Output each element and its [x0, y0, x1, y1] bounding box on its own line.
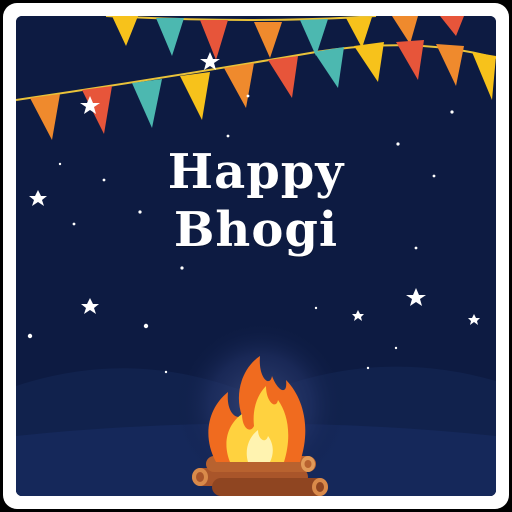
star-icon: [315, 307, 317, 309]
star-icon: [165, 371, 167, 373]
star-icon: [395, 347, 397, 349]
star-icon: [28, 334, 32, 338]
log-icon: [212, 478, 328, 496]
star-icon: [396, 142, 399, 145]
star-icon: [450, 110, 453, 113]
greeting-line-1: Happy: [167, 144, 345, 200]
star-icon: [227, 135, 230, 138]
star-icon: [144, 324, 148, 328]
star-icon: [367, 367, 369, 369]
star-icon: [180, 266, 183, 269]
star-icon: [247, 95, 250, 98]
greeting-line-2: Bhogi: [173, 202, 339, 258]
greeting-card: [16, 16, 496, 496]
